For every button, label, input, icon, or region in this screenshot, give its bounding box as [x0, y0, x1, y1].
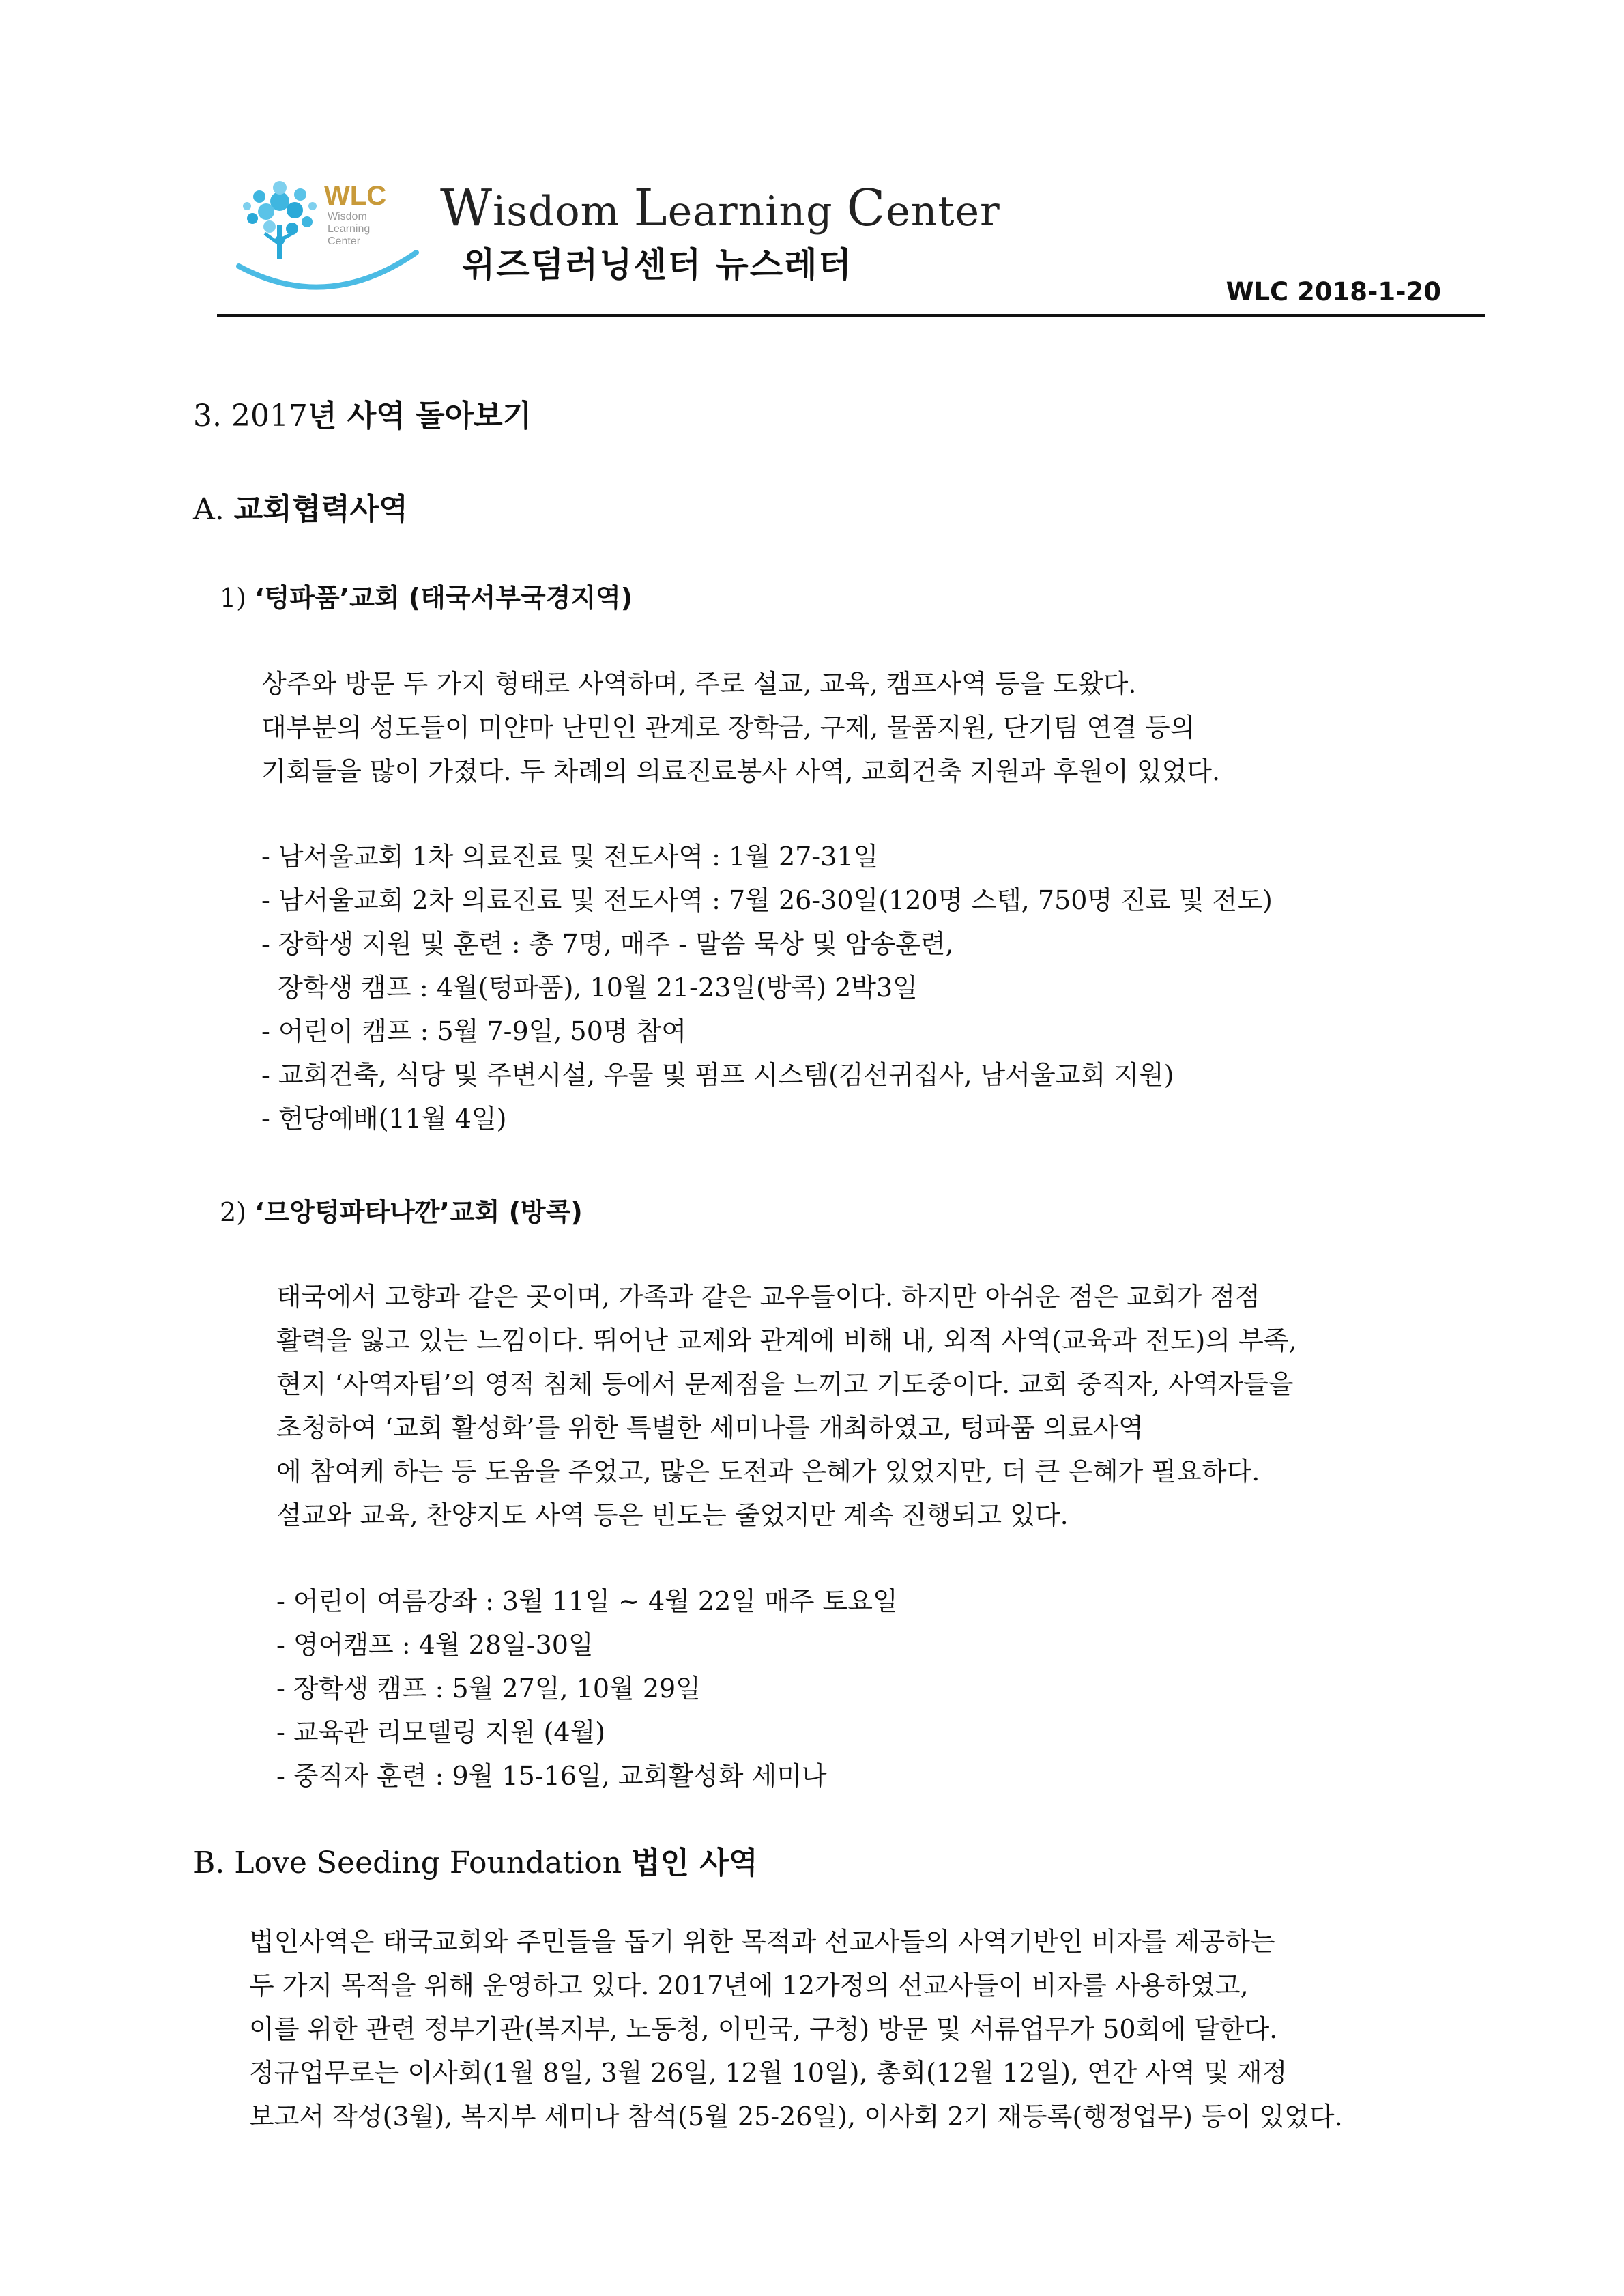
list-item: - 어린이 캠프 : 5월 7-9일, 50명 참여	[261, 1016, 687, 1046]
tree-icon	[243, 181, 317, 259]
list-item: - 교육관 리모델링 지원 (4월)	[276, 1717, 606, 1747]
paragraph-line: 현지 ‘사역자팀’의 영적 침체 등에서 문제점을 느끼고 기도중이다. 교회 중직자, 사역자들을	[276, 1369, 1294, 1399]
paragraph-line: 설교와 교육, 찬양지도 사역 등은 빈도는 줄었지만 계속 진행되고 있다.	[276, 1500, 1069, 1530]
list-item: - 장학생 지원 및 훈련 : 총 7명, 매주 - 말씀 묵상 및 암송훈련,	[261, 929, 954, 959]
church1-list	[261, 835, 1273, 1140]
logo-sub-1: Wisdom	[328, 211, 367, 223]
paragraph-line: 태국에서 고향과 같은 곳이며, 가족과 같은 교우들이다. 하지만 아쉬운 점은 교회가 점점	[276, 1282, 1260, 1312]
list-item: - 영어캠프 : 4월 28일-30일	[276, 1630, 594, 1660]
issue-date: WLC 2018-1-20	[1226, 277, 1441, 306]
header-rule	[217, 314, 1485, 317]
brand-title-korean: 위즈덤러닝센터 뉴스레터	[462, 245, 853, 285]
wlc-logo	[232, 164, 423, 300]
section-title: 3. 2017년 사역 돌아보기	[193, 399, 532, 433]
paragraph-line: 기회들을 많이 가졌다. 두 차례의 의료진료봉사 사역, 교회건축 지원과 후원이 있었다.	[261, 756, 1221, 786]
church2-paragraph	[276, 1275, 1297, 1537]
logo-text: WLC	[324, 181, 387, 211]
church2-heading: 2) ‘므앙텅파타나깐’교회 (방콕)	[220, 1197, 583, 1227]
brand-title-english: Wisdom Learning Center	[440, 179, 1000, 238]
list-item: - 장학생 캠프 : 5월 27일, 10월 29일	[276, 1674, 701, 1704]
paragraph-line: 초청하여 ‘교회 활성화’를 위한 특별한 세미나를 개최하였고, 텅파품 의료사역	[276, 1413, 1144, 1443]
list-item: - 헌당예배(11월 4일)	[261, 1104, 507, 1134]
paragraph-line: 상주와 방문 두 가지 형태로 사역하며, 주로 설교, 교육, 캠프사역 등을 도왔다.	[261, 669, 1137, 699]
paragraph-line: 대부분의 성도들이 미얀마 난민인 관계로 장학금, 구제, 물품지원, 단기팀 연결 등의	[261, 713, 1195, 743]
paragraph-line: 두 가지 목적을 위해 운영하고 있다. 2017년에 12가정의 선교사들이 비자를 사용하였고,	[249, 1970, 1249, 2000]
paragraph-line: 활력을 잃고 있는 느낌이다. 뛰어난 교제와 관계에 비해 내, 외적 사역(교육과 전도)의 부족,	[276, 1325, 1297, 1355]
list-item: - 어린이 여름강좌 : 3월 11일 ~ 4월 22일 매주 토요일	[276, 1586, 898, 1616]
paragraph-line: 법인사역은 태국교회와 주민들을 돕기 위한 목적과 선교사들의 사역기반인 비자를 제공하는	[249, 1927, 1275, 1957]
list-item: - 중직자 훈련 : 9월 15-16일, 교회활성화 세미나	[276, 1761, 827, 1791]
list-item: 장학생 캠프 : 4월(텅파품), 10월 21-23일(방콕) 2박3일	[261, 973, 918, 1003]
part-b-paragraph	[249, 1920, 1343, 2138]
paragraph-line: 보고서 작성(3월), 복지부 세미나 참석(5월 25-26일), 이사회 2기 재등록(행정업무) 등이 있었다.	[249, 2101, 1343, 2132]
logo-sub-2: Learning	[328, 223, 371, 235]
list-item: - 남서울교회 2차 의료진료 및 전도사역 : 7월 26-30일(120명 스텝, 750명 진료 및 전도)	[261, 885, 1273, 915]
list-item: - 남서울교회 1차 의료진료 및 전도사역 : 1월 27-31일	[261, 842, 879, 872]
brand	[440, 179, 1000, 287]
part-b-title: B. Love Seeding Foundation 법인 사역	[193, 1846, 758, 1880]
list-item: - 교회건축, 식당 및 주변시설, 우물 및 펌프 시스템(김선귀집사, 남서울교회 지원)	[261, 1060, 1174, 1090]
swoosh-icon	[239, 253, 416, 287]
part-a-title: A. 교회협력사역	[193, 492, 408, 527]
church1-heading: 1) ‘텅파품’교회 (태국서부국경지역)	[220, 583, 633, 613]
paragraph-line: 정규업무로는 이사회(1월 8일, 3월 26일, 12월 10일), 총회(12월 12일), 연간 사역 및 재정	[249, 2058, 1288, 2088]
paragraph-line: 에 참여케 하는 등 도움을 주었고, 많은 도전과 은혜가 있었지만, 더 큰 은혜가 필요하다.	[276, 1456, 1260, 1487]
paragraph-line: 이를 위한 관련 정부기관(복지부, 노동청, 이민국, 구청) 방문 및 서류업무가 50회에 달한다.	[249, 2014, 1278, 2044]
church2-list	[276, 1579, 898, 1798]
church1-paragraph	[261, 662, 1220, 793]
logo-sub-3: Center	[328, 235, 361, 247]
